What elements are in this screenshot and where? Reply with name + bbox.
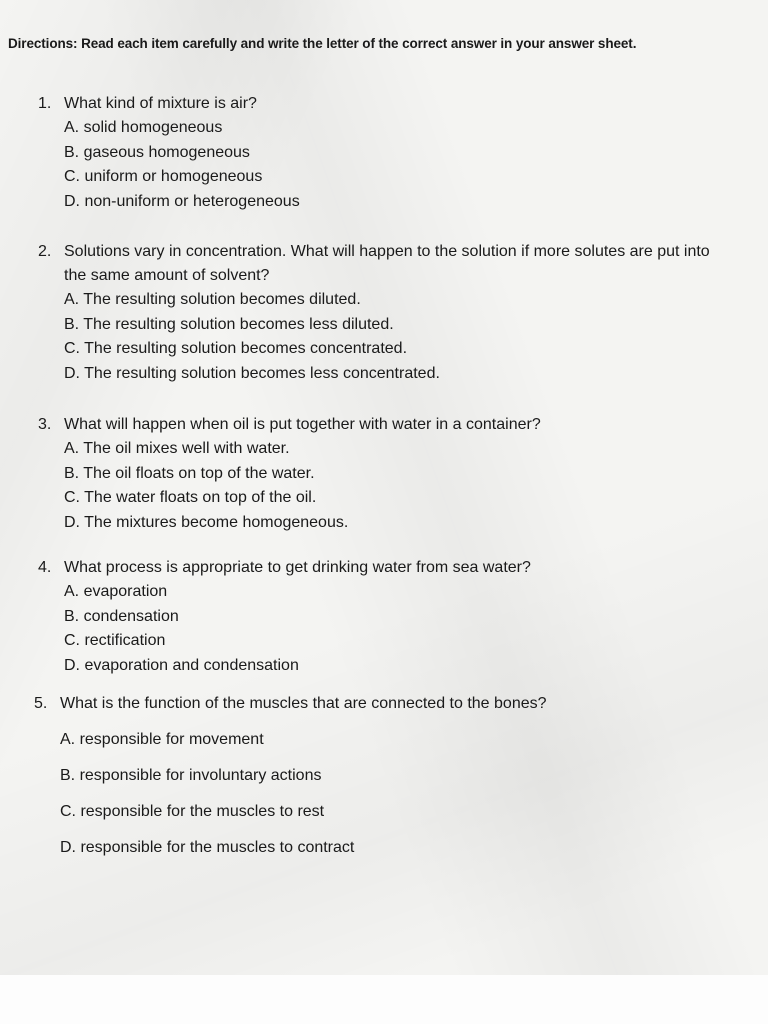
option-b: B. responsible for involuntary actions bbox=[60, 767, 322, 784]
option-d: D. The resulting solution becomes less concentrated. bbox=[64, 364, 440, 382]
option-c: C. rectification bbox=[64, 632, 166, 649]
question-text: What process is appropriate to get drinking water from sea water? bbox=[64, 559, 531, 576]
option-d: D. The mixtures become homogeneous. bbox=[64, 513, 349, 531]
option-c: C. uniform or homogeneous bbox=[64, 168, 263, 185]
question-text: What is the function of the muscles that are connected to the bones? bbox=[60, 695, 547, 712]
question-2 bbox=[38, 240, 738, 386]
option-a: A. The oil mixes well with water. bbox=[64, 440, 290, 457]
option-b: B. The resulting solution becomes less diluted. bbox=[64, 315, 394, 333]
directions-text: Directions: Read each item carefully and write the letter of the correct answer in your answer sheet. bbox=[8, 36, 637, 51]
question-text: What kind of mixture is air? bbox=[64, 95, 257, 112]
question-3 bbox=[38, 413, 738, 535]
question-number: 3. bbox=[38, 416, 52, 433]
question-number: 1. bbox=[38, 95, 52, 112]
option-b: B. condensation bbox=[64, 607, 179, 625]
option-d: D. responsible for the muscles to contract bbox=[60, 839, 355, 856]
option-b: B. The oil floats on top of the water. bbox=[64, 464, 315, 482]
question-text: What will happen when oil is put together with water in a container? bbox=[64, 416, 541, 433]
question-text: Solutions vary in concentration. What will happen to the solution if more solutes are put into the same amount of solvent? bbox=[64, 243, 710, 284]
option-a: A. The resulting solution becomes diluted. bbox=[64, 291, 361, 308]
question-1 bbox=[38, 92, 738, 214]
option-a: A. solid homogeneous bbox=[64, 119, 223, 136]
option-d: D. evaporation and condensation bbox=[64, 656, 299, 674]
question-5 bbox=[34, 692, 734, 866]
option-c: C. The water floats on top of the oil. bbox=[64, 489, 317, 506]
question-number: 2. bbox=[38, 243, 52, 260]
option-a: A. responsible for movement bbox=[60, 731, 264, 748]
option-d: D. non-uniform or heterogeneous bbox=[64, 192, 300, 210]
question-number: 5. bbox=[34, 695, 48, 712]
option-a: A. evaporation bbox=[64, 583, 168, 600]
question-4 bbox=[38, 556, 738, 678]
option-c: C. responsible for the muscles to rest bbox=[60, 803, 325, 820]
option-c: C. The resulting solution becomes concentrated. bbox=[64, 340, 408, 357]
option-b: B. gaseous homogeneous bbox=[64, 143, 250, 161]
question-number: 4. bbox=[38, 559, 52, 576]
